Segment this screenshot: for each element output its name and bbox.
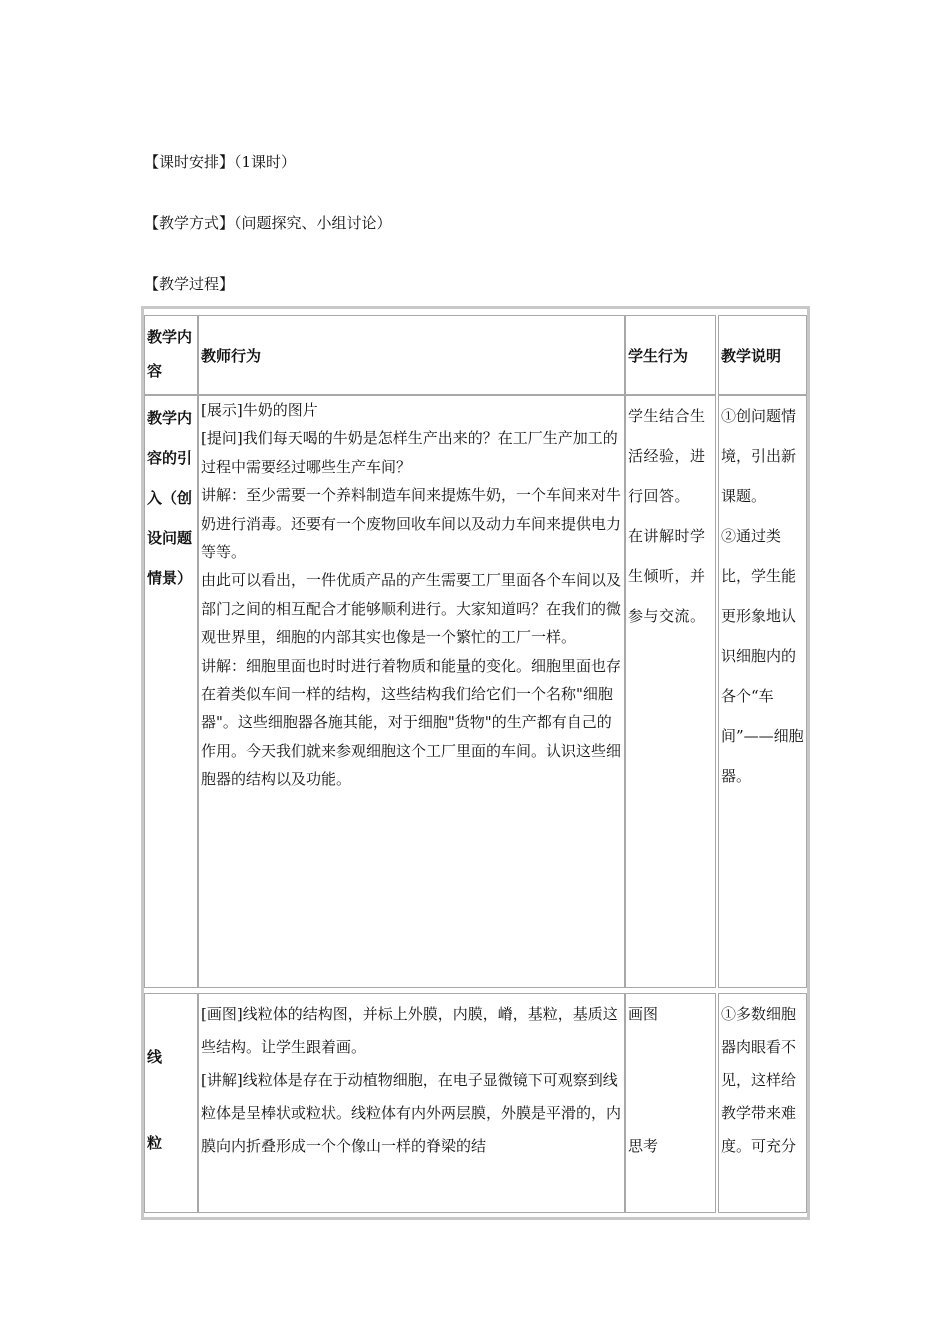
header-content: 教学内容 — [144, 315, 198, 395]
row1-student: 学生结合生活经验，进行回答。 在讲解时学生倾听，并参与交流。 — [625, 395, 716, 988]
schedule-line: 【课时安排】（1课时） — [144, 153, 297, 171]
row2-teacher: [画图]线粒体的结构图，并标上外膜，内膜，嵴，基粒，基质这些结构。让学生跟着画。 [讲解]线粒体是存在于动植物细胞，在电子显微镜下可观察到线粒体是呈棒状或粒状。线粒体有内外两层膜，外膜是平滑的，内膜向内折叠形成一个个像山一样的脊梁的结 — [198, 993, 625, 1213]
header-teacher: 教师行为 — [198, 315, 625, 395]
row1-content-line: 情景） — [147, 569, 193, 587]
header-explain: 教学说明 — [718, 315, 807, 395]
row1-content-line: 入（创 — [147, 489, 193, 507]
row2-content — [144, 993, 198, 1213]
row1-explain: ①创问题情境，引出新课题。 ②通过类比，学生能更形象地认识细胞内的各个“车间”——细胞器。 — [718, 395, 807, 988]
row1-content-line: 教学内 — [147, 409, 193, 427]
row2-content-line: 粒 — [147, 1134, 163, 1152]
header-student: 学生行为 — [625, 315, 716, 395]
teaching-process-heading: 【教学过程】 — [144, 275, 235, 293]
row2-student-think: 思考 — [628, 1137, 659, 1155]
lesson-table — [141, 306, 810, 1220]
row1-teacher: [展示]牛奶的图片 [提问]我们每天喝的牛奶是怎样生产出来的？在工厂生产加工的过程中需要经过哪些生产车间？ 讲解：至少需要一个养料制造车间来提炼牛奶，一个车间来对牛奶进行消毒。还要有一个废物回收车间以及动力车间来提供电力等等。 由此可以看出，一件优质产品的产生需要工厂里面各个车间以及部门之间的相互配合才能够顺利进行。大家知道吗？在我们的微观世界里，细胞的内部其实也像是一个繁忙的工厂一样。 讲解：细胞里面也时时进行着物质和能量的变化。细胞里面也存在着类似车间一样的结构，这些结构我们给它们一个名称"细胞器"。这些细胞器各施其能，对于细胞"货物"的生产都有自己的作用。今天我们就来参观细胞这个工厂里面的车间。认识这些细胞器的结构以及功能。 — [198, 395, 625, 988]
row2-content-line: 线 — [147, 1048, 163, 1066]
row1-content-line: 设问题 — [147, 529, 193, 547]
row2-student-draw: 画图 — [628, 1005, 659, 1023]
row2-student — [625, 993, 716, 1213]
row1-content — [144, 395, 198, 988]
row1-content-line: 容的引 — [147, 449, 193, 467]
row2-explain: ①多数细胞器肉眼看不见，这样给教学带来难度。可充分 — [718, 993, 807, 1213]
teaching-method-line: 【教学方式】（问题探究、小组讨论） — [144, 214, 392, 232]
